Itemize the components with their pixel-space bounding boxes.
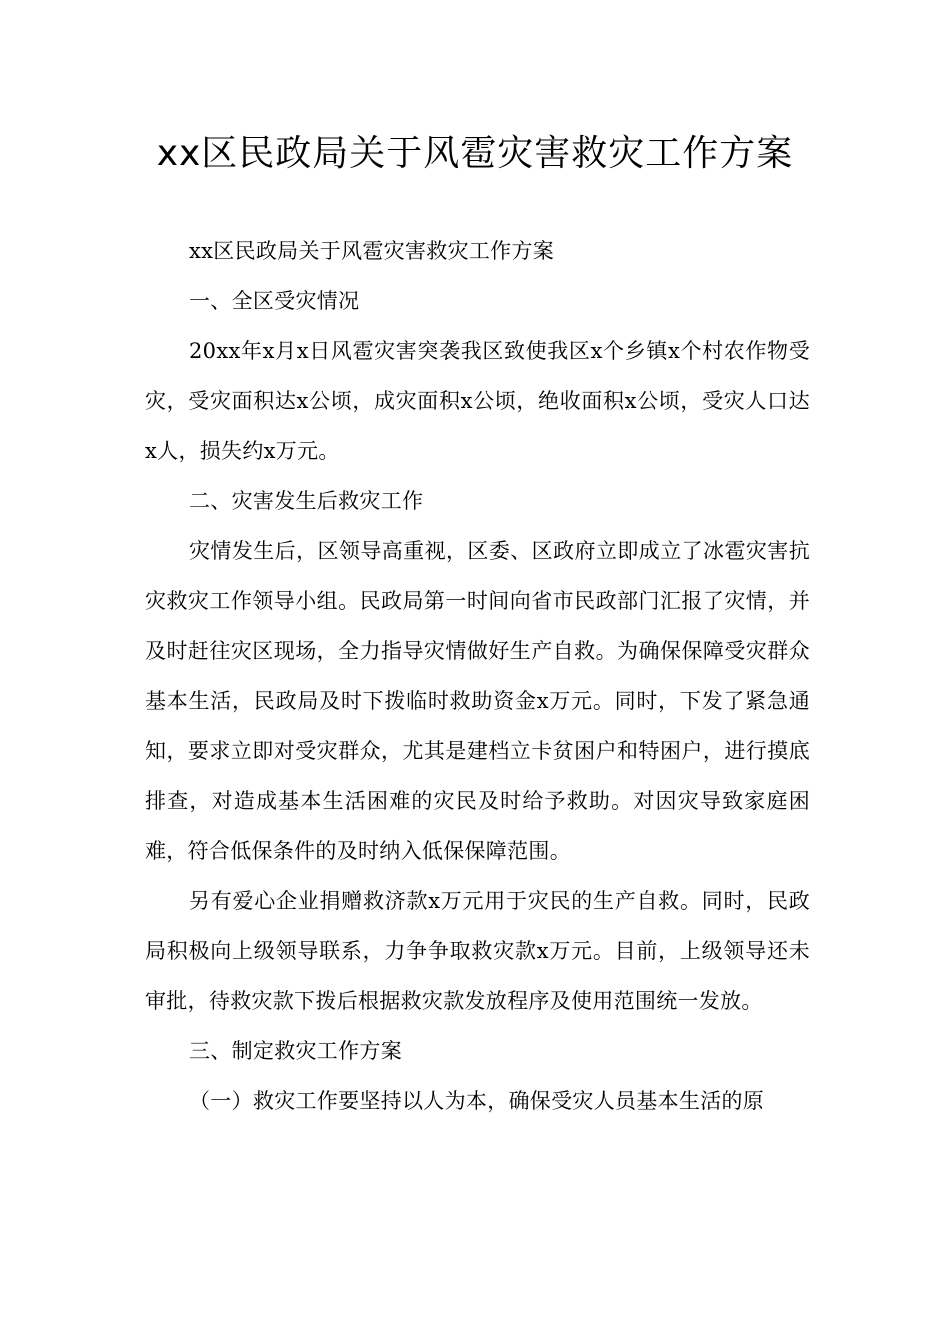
section-heading-1: 一、全区受灾情况 <box>189 289 360 313</box>
document-body <box>145 226 810 1126</box>
paragraph-donations: 另有爱心企业捐赠救济款x万元用于灾民的生产自救。同时，民政局积极向上级领导联系，力争争取救灾款x万元。目前，上级领导还未审批，待救灾款下拨后根据救灾款发放程序及使用范围统一发放。 <box>145 889 810 1013</box>
paragraph-plan-item-1: （一）救灾工作要坚持以人为本，确保受灾人员基本生活的原 <box>189 1089 765 1113</box>
document-title: xx区民政局关于风雹灾害救灾工作方案 <box>156 133 794 174</box>
paragraph-relief-work: 灾情发生后，区领导高重视，区委、区政府立即成立了冰雹灾害抗灾救灾工作领导小组。民政局第一时间向省市民政部门汇报了灾情，并及时赶往灾区现场，全力指导灾情做好生产自救。为确保保障受灾群众基本生活，民政局及时下拨临时救助资金x万元。同时，下发了紧急通知，要求立即对受灾群众，尤其是建档立卡贫困户和特困户，进行摸底排查，对造成基本生活困难的灾民及时给予救助。对因灾导致家庭困难，符合低保条件的及时纳入低保保障范围。 <box>145 539 810 863</box>
section-heading-3: 三、制定救灾工作方案 <box>189 1039 402 1063</box>
paragraph-disaster-situation: 20xx年x月x日风雹灾害突袭我区致使我区x个乡镇x个村农作物受灾，受灾面积达x公顷，成灾面积x公顷，绝收面积x公顷，受灾人口达x人，损失约x万元。 <box>145 339 810 463</box>
section-heading-2: 二、灾害发生后救灾工作 <box>189 489 424 513</box>
paragraph-subtitle: xx区民政局关于风雹灾害救灾工作方案 <box>189 239 555 263</box>
